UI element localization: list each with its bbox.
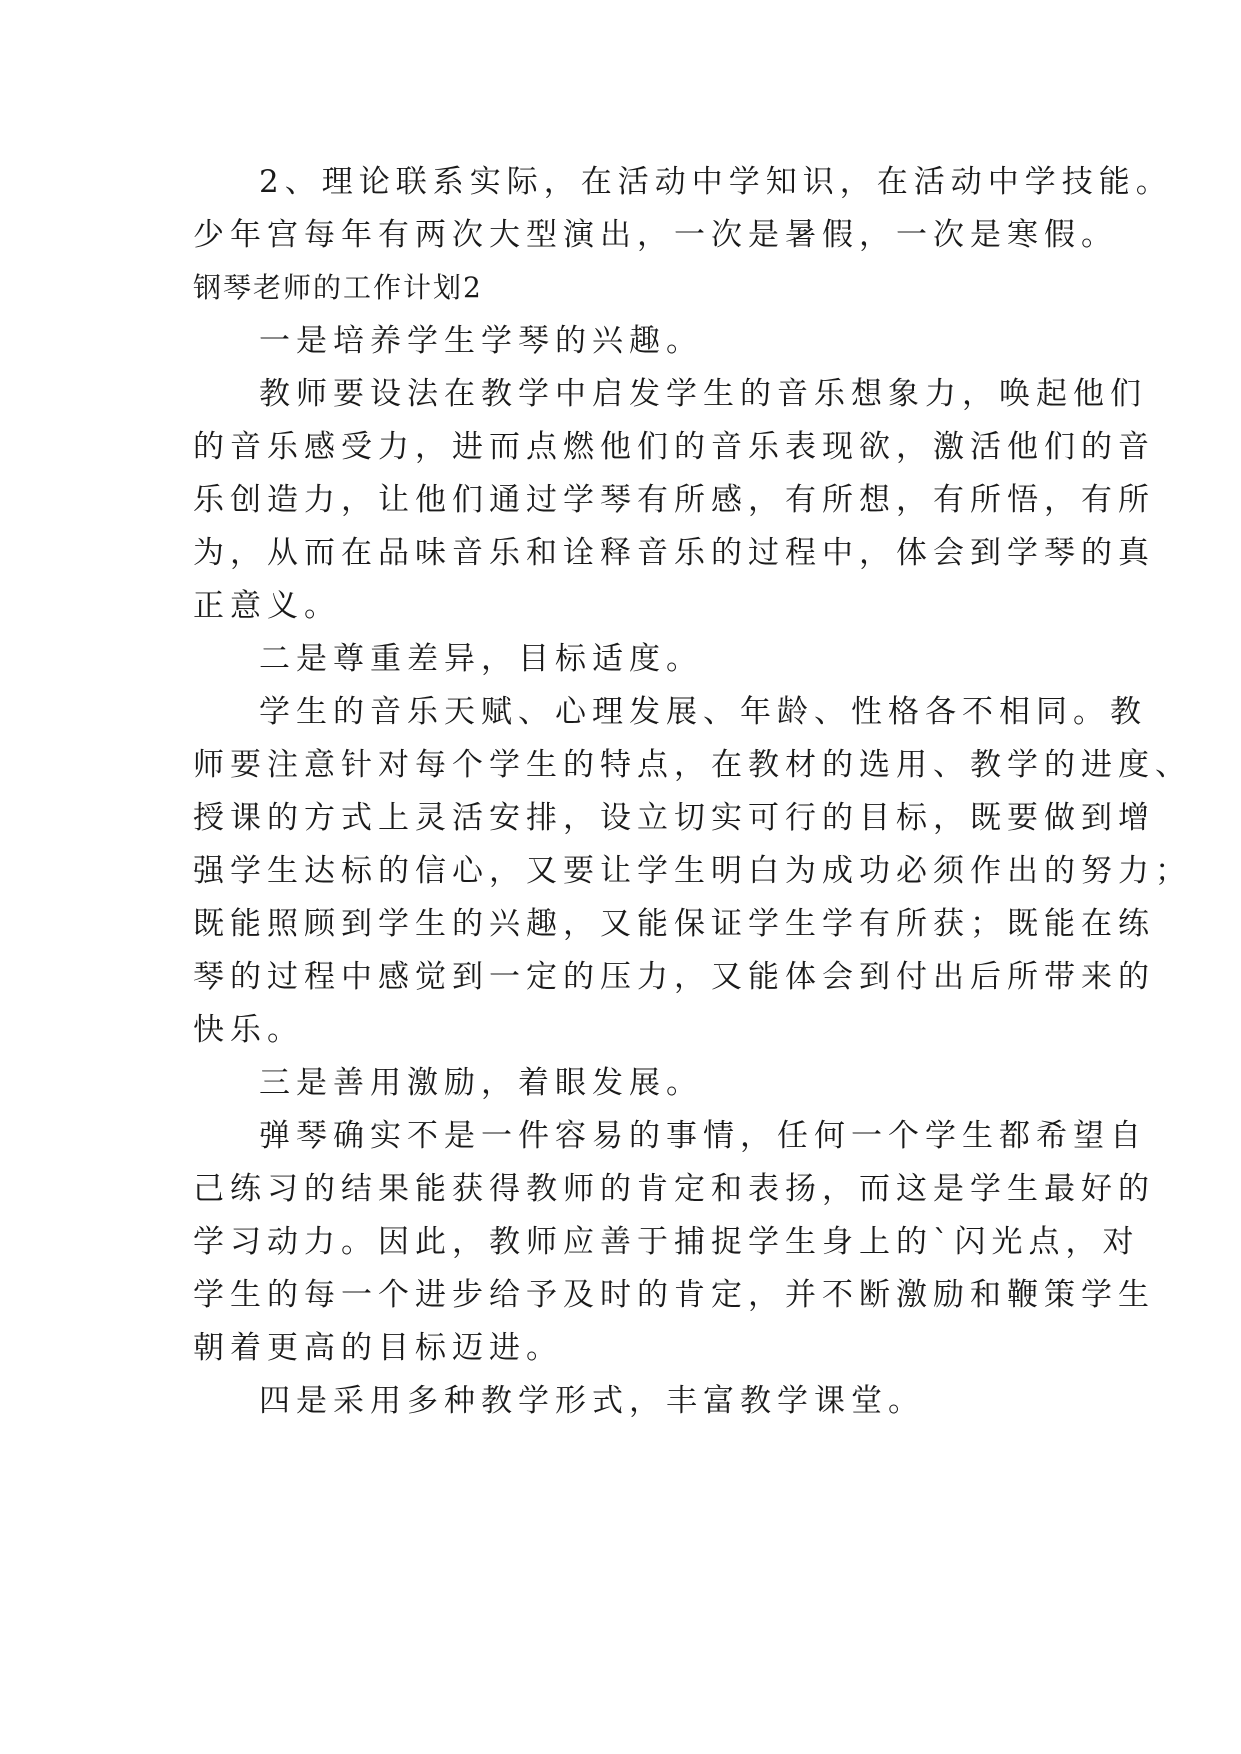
- paragraph-line: 2、理论联系实际，在活动中学知识，在活动中学技能。: [259, 164, 1173, 200]
- paragraph-line: 学生的音乐天赋、心理发展、年龄、性格各不相同。教: [259, 694, 1147, 730]
- paragraph-line: 既能照顾到学生的兴趣，又能保证学生学有所获；既能在练: [193, 906, 1155, 942]
- paragraph-line: 少年宫每年有两次大型演出，一次是暑假，一次是寒假。: [193, 217, 1118, 253]
- paragraph-line: 学生的每一个进步给予及时的肯定，并不断激励和鞭策学生: [193, 1277, 1155, 1313]
- paragraph-line: 授课的方式上灵活安排，设立切实可行的目标，既要做到增: [193, 800, 1155, 836]
- paragraph-line: 四是采用多种教学形式，丰富教学课堂。: [259, 1383, 925, 1419]
- paragraph-line: 三是善用激励，着眼发展。: [259, 1065, 703, 1101]
- paragraph-line: 强学生达标的信心，又要让学生明白为成功必须作出的努力；: [193, 853, 1192, 889]
- paragraph-line: 弹琴确实不是一件容易的事情，任何一个学生都希望自: [259, 1118, 1147, 1154]
- paragraph-line: 正意义。: [193, 588, 341, 624]
- paragraph-line: 师要注意针对每个学生的特点，在教材的选用、教学的进度、: [193, 747, 1192, 783]
- paragraph-line: 的音乐感受力，进而点燃他们的音乐表现欲，激活他们的音: [193, 429, 1155, 465]
- paragraph-line: 为，从而在品味音乐和诠释音乐的过程中，体会到学琴的真: [193, 535, 1155, 571]
- paragraph-line: 快乐。: [193, 1012, 304, 1048]
- paragraph-line: 乐创造力，让他们通过学琴有所感，有所想，有所悟，有所: [193, 482, 1155, 518]
- paragraph-line: 琴的过程中感觉到一定的压力，又能体会到付出后所带来的: [193, 959, 1155, 995]
- paragraph-line: 教师要设法在教学中启发学生的音乐想象力，唤起他们: [259, 376, 1147, 412]
- paragraph-line: 二是尊重差异，目标适度。: [259, 641, 703, 677]
- paragraph-line: 一是培养学生学琴的兴趣。: [259, 323, 703, 359]
- paragraph-line: 学习动力。因此，教师应善于捕捉学生身上的`闪光点，对: [193, 1224, 1140, 1260]
- paragraph-line: 己练习的结果能获得教师的肯定和表扬，而这是学生最好的: [193, 1171, 1155, 1207]
- section-heading: 钢琴老师的工作计划2: [193, 271, 483, 304]
- paragraph-line: 朝着更高的目标迈进。: [193, 1330, 563, 1366]
